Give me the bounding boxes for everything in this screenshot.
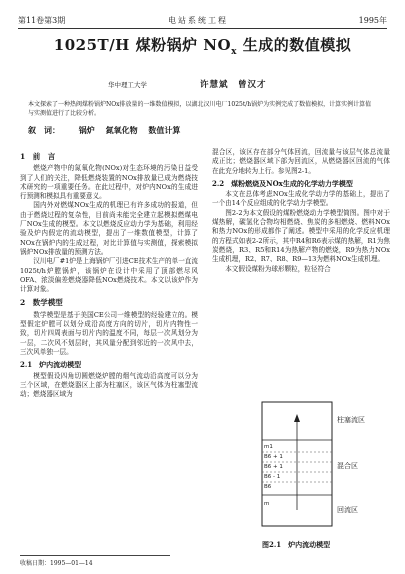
- slice-label: B6 + 1: [264, 454, 283, 460]
- slice-label: B6: [264, 484, 272, 490]
- paragraph: 图2-2为本文假设的煤粉燃烧动力学模型简图。图中对于煤热解，碳氢化合物均相燃烧、焦炭的多相燃烧、燃料NOx和热力NOx的形成都作了阐述。模型中采用的化学反应机理的方程式如表2-2所示，其中R4和R6表示煤的热解，R1为焦炭燃烧，R3、R5和R14为热解产物的燃烧，R9为热力NOx生成机理，R2、R7、R8、R9—13为燃料NOx生成机理。: [212, 208, 390, 264]
- section-heading: 1 前 言: [20, 152, 56, 161]
- subsection-heading: 2.2 煤粉燃烧及NOx生成的化学动力学模型: [212, 178, 353, 188]
- paragraph: 数学模型是基于美国CE公司一维模型的经验建立的。模型假定炉膛可以划分成沿高度方向的切片，切片内物性一致，切片四周表面与切片内的温度不同，每层一次风划分为一层，二次风不划层时，其风量分配到邻近的一次风中去，三次风单独一层。: [20, 310, 198, 356]
- affiliation: 华中理工大学: [108, 81, 147, 89]
- authors: 许慧斌 曾汉才: [200, 80, 267, 90]
- zone-label-mixing: 混合区: [337, 462, 358, 470]
- slice-label: m1: [264, 444, 273, 450]
- paragraph: 本文假设煤粉为球形颗粒，粒径符合: [225, 264, 331, 273]
- paragraph: 燃烧产物中的氮氧化物(NOx)对生态环境的污染日益受到了人们的关注，降低燃烧装置的NOx排放量已成为燃烧技术研究的一项重要任务。在此过程中，对炉内NOx的生成进行预测和模拟具有重要意义。: [20, 164, 198, 201]
- paragraph: 模型假设四角切圆燃烧炉膛的烟气流动沿高度可以分为三个区域，在燃烧器区上部为柱塞区，该区气体为柱塞型流动；燃烧器区域为: [20, 371, 198, 399]
- zone-label-plug: 柱塞流区: [337, 416, 365, 424]
- keywords-label: 叙 词：: [28, 125, 60, 135]
- figure-caption: 图2.1 炉内流动模型: [262, 540, 331, 549]
- paper-title: 1025T/H 煤粉锅炉 $NO_x$ 生成的数值模拟: [53, 36, 352, 57]
- paragraph: 国内外对燃煤NOx生成的机理已有许多成功的报道，但由于燃烧过程的复杂性，目前尚未能完全建立起模拟燃煤电厂NOx生成的模型。本文以燃烧反应动力学为基础，利用经验及炉内假定的流动模型，提出了一维数值模型，计算了NOx在锅炉内的生成过程，对比计算值与实测值，探索模拟锅炉NOx排放量的预测方法。: [20, 201, 198, 256]
- slice-label: m: [264, 501, 270, 507]
- furnace-flow-model-figure: [242, 400, 382, 530]
- year-info: 1995年: [358, 16, 387, 25]
- abstract: 本文探索了一种热阀煤粉锅炉NOx排放量的一维数值模拟，以湖北汉川电厂1025t/h锅炉为实例完成了数值模拟，计算实例计算值与实测值进行了比较分析。: [28, 101, 372, 117]
- footnote: 收稿日期：1995—01—14: [20, 555, 170, 567]
- section-heading: 2 数学模型: [20, 298, 63, 308]
- keyword: 锅炉: [78, 125, 95, 135]
- paragraph: 本文在总体考虑NOx生成化学动力学的基础上，提出了一个由14个反应组成的化学动力学模型。: [212, 190, 390, 208]
- slice-label: B6 - 1: [264, 474, 281, 480]
- paragraph: 汉川电厂#1炉是上海锅炉厂引进CE技术生产的单一直流1025t/h炉膛锅炉，该锅炉在设计中采用了顶部燃尽风OFA、浓淡偏差燃烧器降低NOx燃烧技术。本文以该炉作为计算对象。: [20, 257, 198, 294]
- running-header: [18, 14, 387, 29]
- zone-label-recirculation: 回流区: [337, 506, 358, 514]
- left-column: [20, 148, 198, 399]
- slice-label: B6 + 1: [264, 464, 283, 470]
- keyword: 数值计算: [148, 125, 181, 135]
- keywords: [28, 125, 188, 136]
- keyword: 氮氧化物: [105, 125, 138, 135]
- arrow-head: [294, 414, 300, 422]
- right-column: [212, 148, 390, 274]
- paragraph: 混合区，该区存在部分气体回流，回流量与该层气体总流量成正比；燃烧器区域下部为回流区，从燃烧器区回流的气体在此充分地转为上行。参见图2-1。: [212, 148, 390, 175]
- journal-name: 电站系统工程: [168, 16, 228, 25]
- subsection-heading: 2.1 炉内流动模型: [20, 360, 82, 370]
- issue-info: 第11卷第3期: [18, 16, 66, 25]
